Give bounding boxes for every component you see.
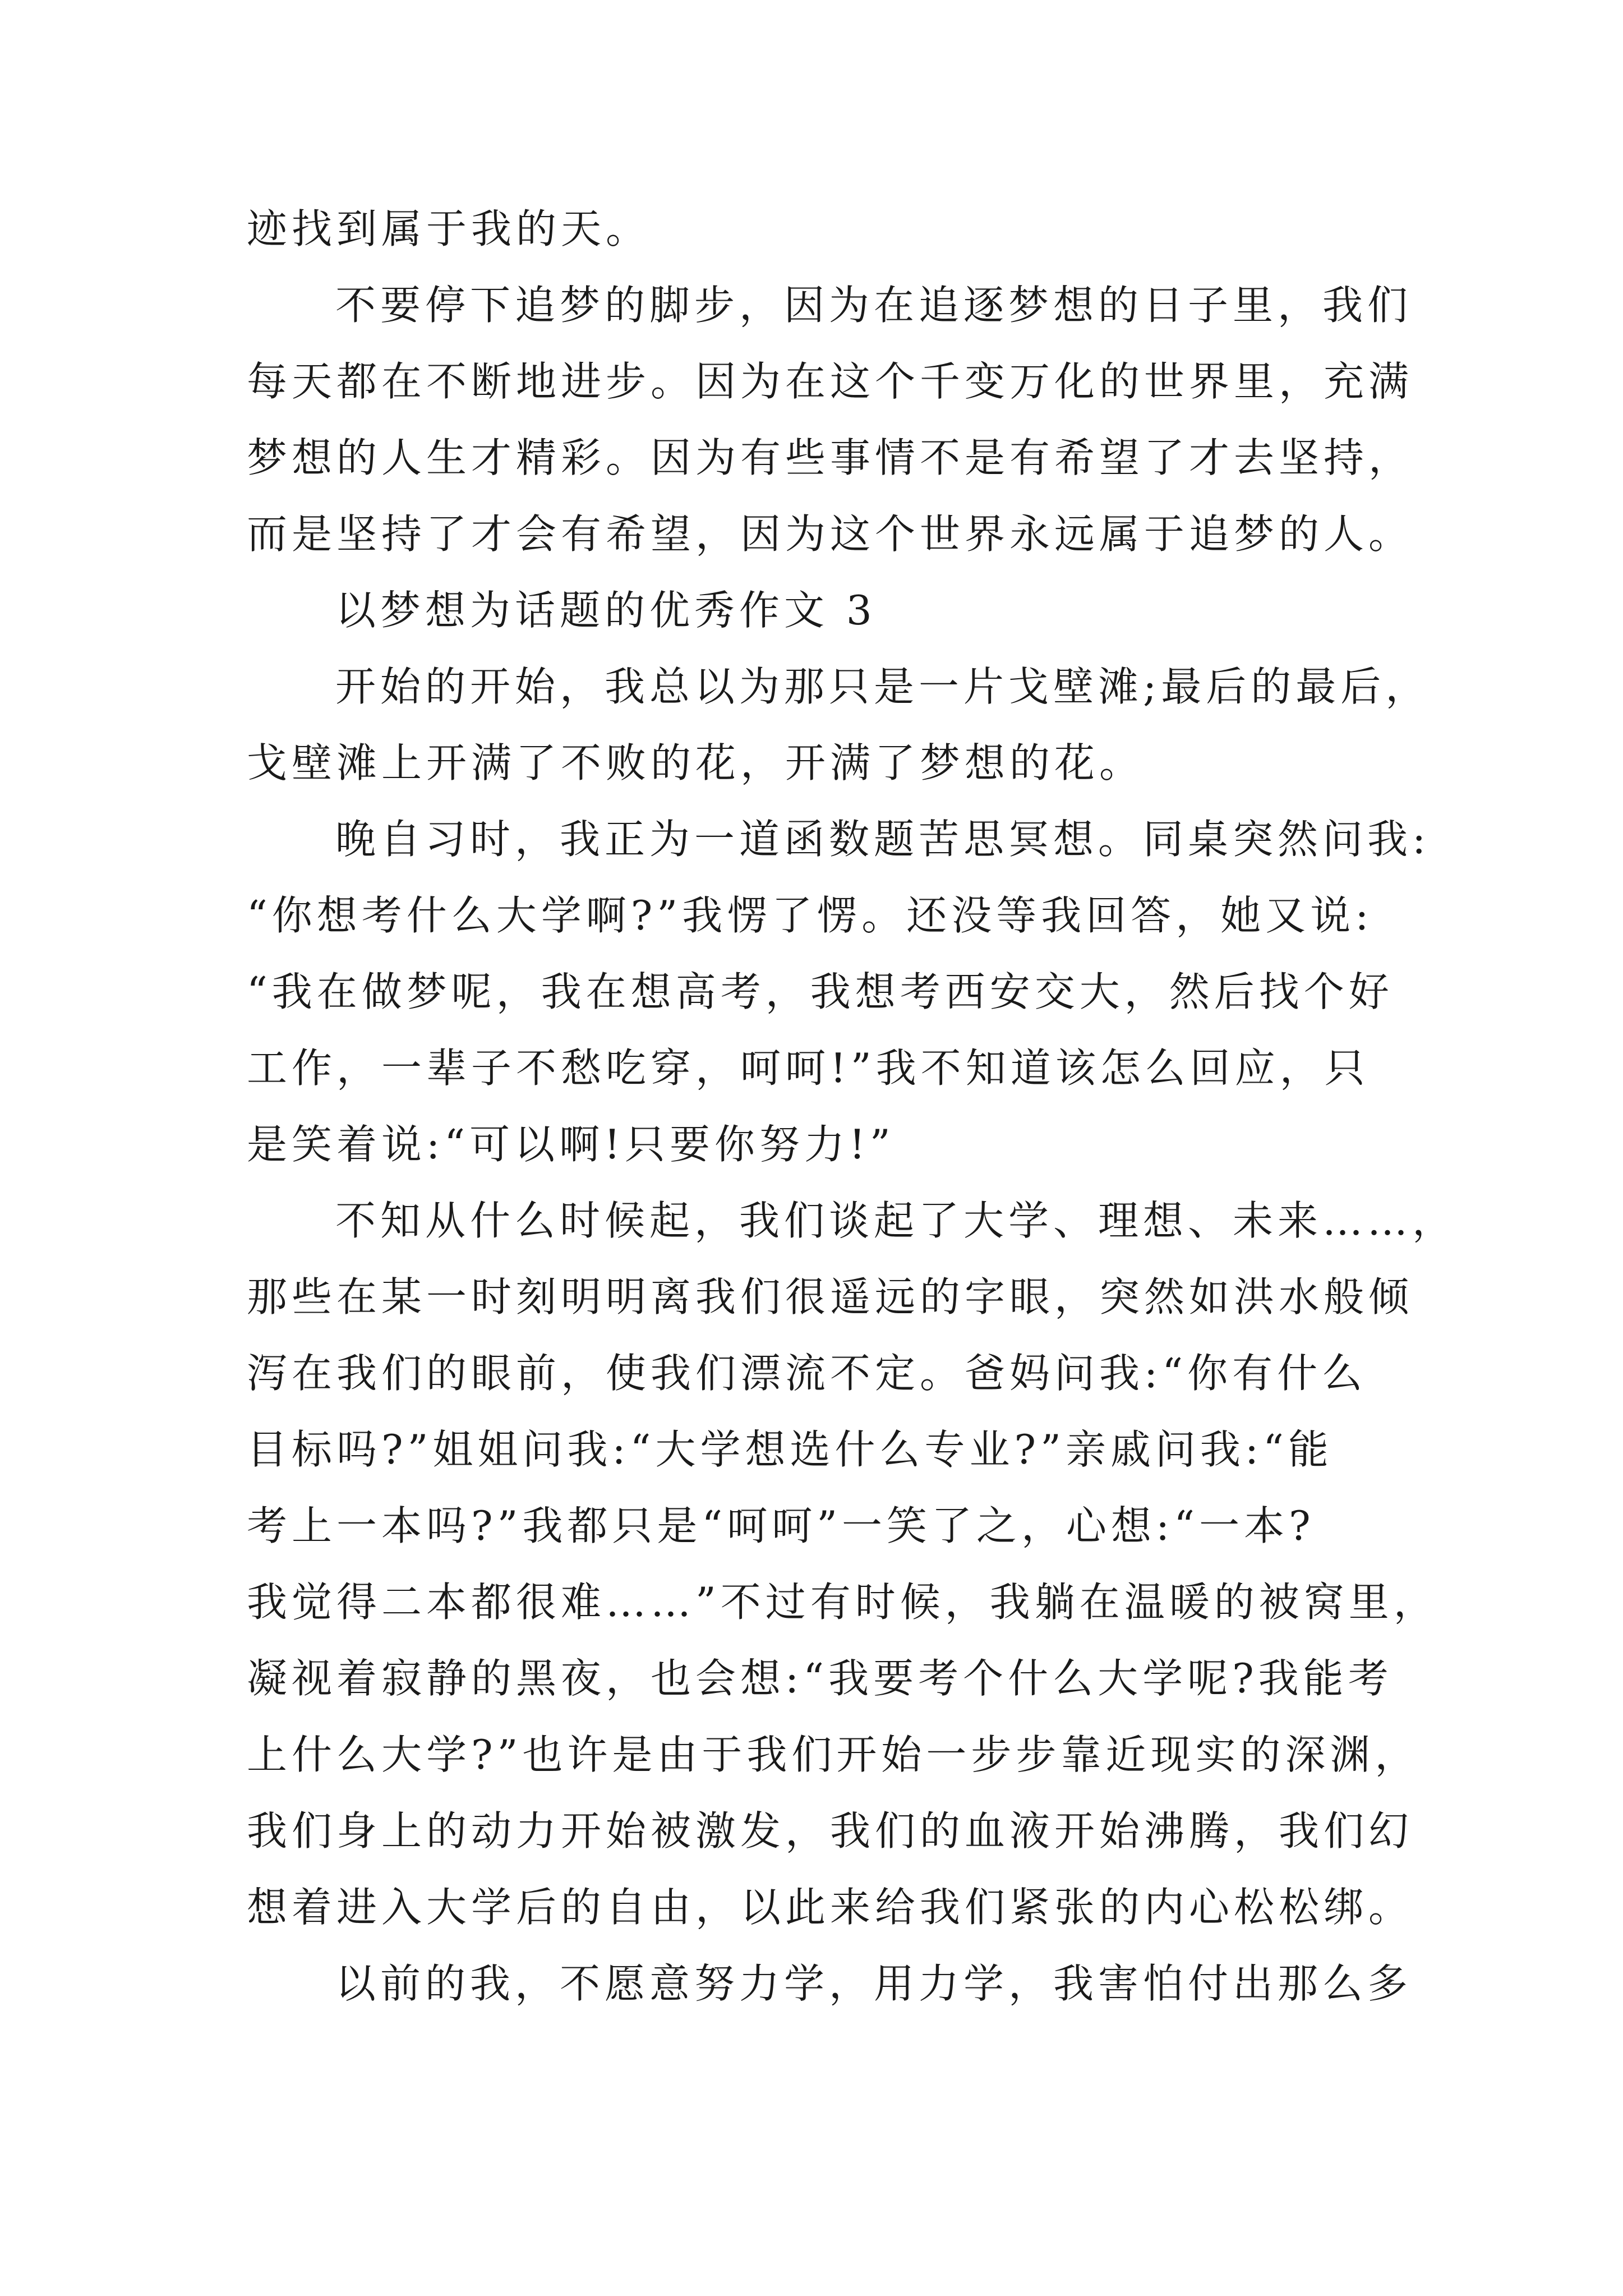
text-line: 每天都在不断地进步。因为在这个千变万化的世界里，充满 xyxy=(247,358,1414,405)
text-line: 凝视着寂静的黑夜，也会想:“我要考个什么大学呢?我能考 xyxy=(247,1655,1393,1702)
text-line: 泻在我们的眼前，使我们漂流不定。爸妈问我:“你有什么 xyxy=(247,1350,1367,1397)
text-line: 戈壁滩上开满了不败的花，开满了梦想的花。 xyxy=(247,739,1145,786)
text-line: 以前的我，不愿意努力学，用力学，我害怕付出那么多 xyxy=(335,1960,1413,2007)
text-line: 上什么大学?”也许是由于我们开始一步步靠近现实的深渊， xyxy=(247,1731,1420,1778)
text-line: 迹找到属于我的天。 xyxy=(247,205,651,252)
text-line: 是笑着说:“可以啊!只要你努力!” xyxy=(247,1121,895,1168)
text-line: 我们身上的动力开始被激发，我们的血液开始沸腾，我们幻 xyxy=(247,1807,1414,1855)
text-line: 不要停下追梦的脚步，因为在追逐梦想的日子里，我们 xyxy=(335,282,1413,329)
text-line: “我在做梦呢，我在想高考，我想考西安交大，然后找个好 xyxy=(247,968,1394,1015)
text-line: “你想考什么大学啊?”我愣了愣。还没等我回答，她又说: xyxy=(247,892,1373,939)
text-line: 工作，一辈子不愁吃穿，呵呵!”我不知道该怎么回应，只 xyxy=(247,1045,1370,1092)
section-heading: 以梦想为话题的优秀作文 3 xyxy=(335,587,877,634)
text-line: 晚自习时，我正为一道函数题苦思冥想。同桌突然问我: xyxy=(335,816,1431,863)
text-line: 我觉得二本都很难……”不过有时候，我躺在温暖的被窝里， xyxy=(247,1579,1438,1626)
document-page xyxy=(247,191,1458,2022)
text-line: 梦想的人生才精彩。因为有些事情不是有希望了才去坚持， xyxy=(247,434,1414,481)
text-line: 那些在某一时刻明明离我们很遥远的字眼，突然如洪水般倾 xyxy=(247,1273,1414,1320)
text-line: 而是坚持了才会有希望，因为这个世界永远属于追梦的人。 xyxy=(247,510,1414,558)
text-line: 考上一本吗?”我都只是“呵呵”一笑了之，心想:“一本? xyxy=(247,1502,1315,1549)
text-line: 目标吗?”姐姐问我:“大学想选什么专业?”亲戚问我:“能 xyxy=(247,1426,1333,1473)
text-line: 不知从什么时候起，我们谈起了大学、理想、未来……， xyxy=(335,1197,1458,1244)
text-line: 开始的开始，我总以为那只是一片戈壁滩;最后的最后， xyxy=(335,663,1431,710)
text-line: 想着进入大学后的自由，以此来给我们紧张的内心松松绑。 xyxy=(247,1884,1414,1931)
